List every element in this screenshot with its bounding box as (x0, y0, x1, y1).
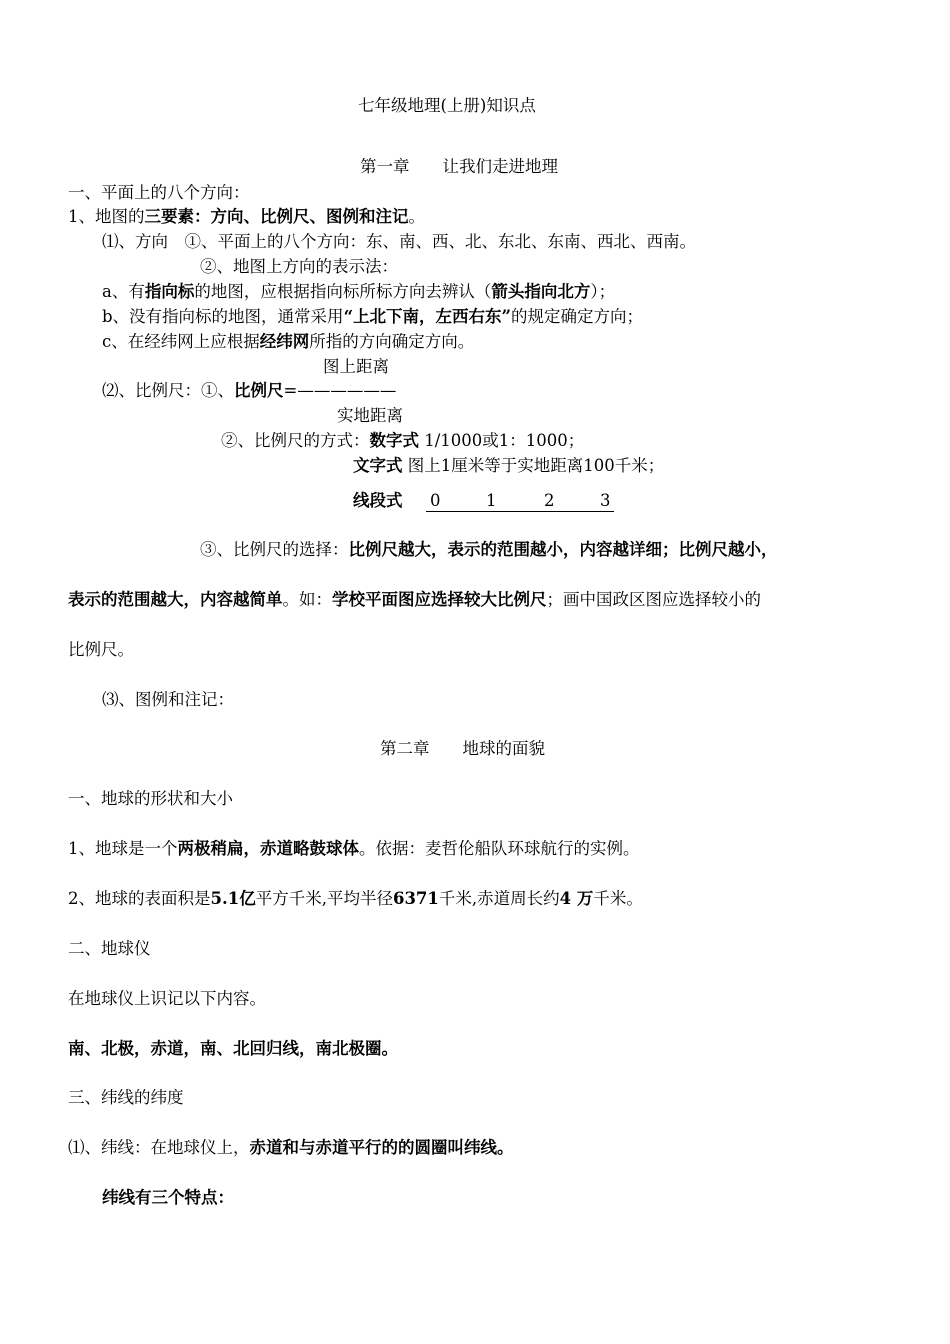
section-latitude: 三、纬线的纬度 (68, 1088, 184, 1107)
document-title: 七年级地理(上册)知识点 (358, 96, 536, 115)
scale-bar-tick: 0 (430, 491, 441, 510)
section-earth-shape: 一、地球的形状和大小 (68, 789, 233, 808)
globe-intro: 在地球仪上识记以下内容。 (68, 989, 266, 1008)
earth-shape-paragraph: 1、地球是一个两极稍扁，赤道略鼓球体。依据：麦哲伦船队环球航行的实例。 (68, 839, 640, 858)
earth-size-paragraph: 2、地球的表面积是5.1亿平方千米,平均半径6371千米,赤道周长约4 万千米。 (68, 889, 643, 908)
scale-fraction-denominator: 实地距离 (337, 406, 403, 425)
scale-fraction-numerator: 图上距离 (323, 357, 389, 376)
direction-item-a: a、有指向标的地图，应根据指向标所标方向去辨认（箭头指向北方）； (102, 282, 616, 301)
direction-item-c: c、在经纬网上应根据经纬网所指的方向确定方向。 (102, 332, 475, 351)
scale-bar-tick: 1 (486, 491, 497, 510)
latitude-features-heading: 纬线有三个特点： (102, 1188, 234, 1207)
scale-bar-tick: 3 (600, 491, 611, 510)
scale-selection-line-1: ③、比例尺的选择：比例尺越大，表示的范围越小，内容越详细；比例尺越小， (200, 540, 778, 559)
scale-bar-line (426, 511, 614, 512)
section-eight-directions: 一、平面上的八个方向： (68, 183, 250, 202)
legend-and-notes: ⑶、图例和注记： (102, 690, 234, 709)
scale-forms-text: 文字式 图上1厘米等于实地距离100千米； (353, 456, 665, 475)
scale-definition: ⑵、比例尺：①、比例尺=—————— (102, 381, 397, 400)
scale-selection-line-3: 比例尺。 (68, 640, 134, 659)
chapter-1-title: 第一章 让我们走进地理 (360, 157, 558, 176)
direction-item-b: b、没有指向标的地图，通常采用“上北下南，左西右东”的规定确定方向； (102, 307, 644, 326)
scale-forms-line: 线段式 (353, 491, 403, 510)
direction-line-2: ②、地图上方向的表示法： (200, 257, 398, 276)
scale-bar-tick: 2 (544, 491, 555, 510)
map-three-elements: 1、地图的三要素：方向、比例尺、图例和注记。 (68, 207, 425, 226)
latitude-definition: ⑴、纬线：在地球仪上，赤道和与赤道平行的的圆圈叫纬线。 (68, 1138, 514, 1157)
scale-selection-line-2: 表示的范围越大，内容越简单。如：学校平面图应选择较大比例尺；画中国政区图应选择较小的 (68, 590, 761, 609)
section-globe: 二、地球仪 (68, 939, 151, 958)
globe-items: 南、北极，赤道，南、北回归线，南北极圈。 (68, 1039, 398, 1058)
scale-forms-numeric: ②、比例尺的方式：数字式 1/1000或1：1000； (221, 431, 585, 450)
scale-bar (426, 490, 614, 512)
direction-line-1: ⑴、方向 ①、平面上的八个方向：东、南、西、北、东北、东南、西北、西南。 (102, 232, 696, 251)
chapter-2-title: 第二章 地球的面貌 (380, 739, 545, 758)
